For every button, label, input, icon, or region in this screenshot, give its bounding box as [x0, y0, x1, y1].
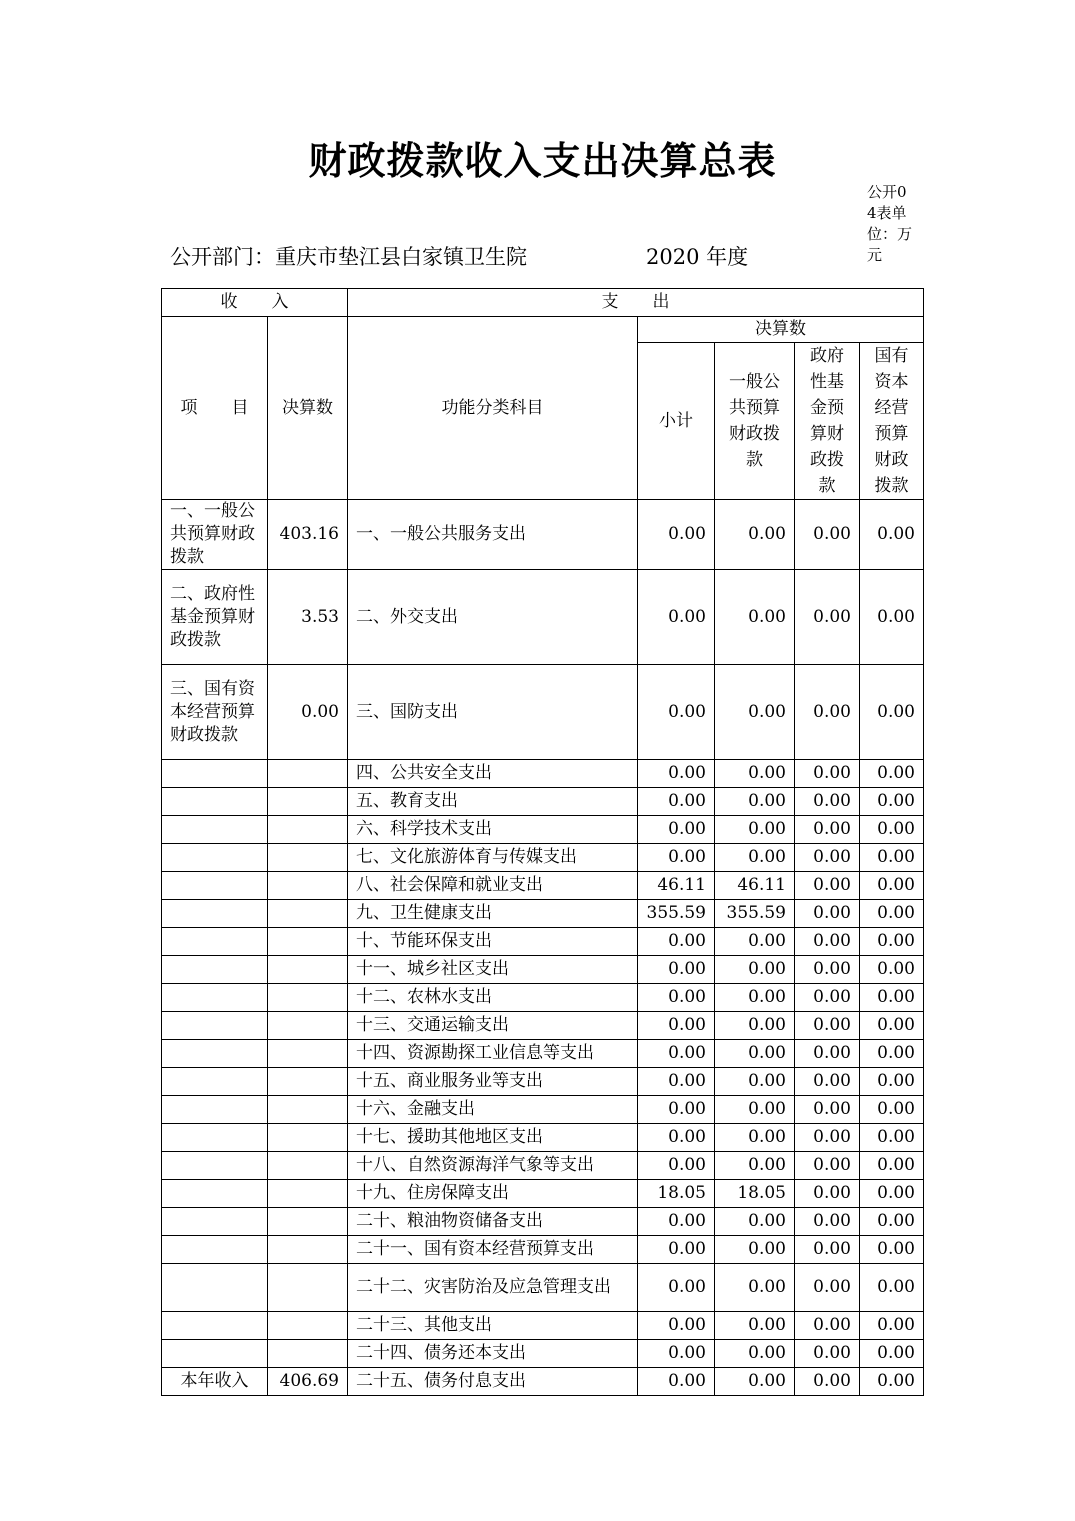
- income-item-cell: [162, 872, 268, 900]
- general-budget-cell: 0.00: [715, 1068, 795, 1096]
- final-group-header: 决算数: [638, 317, 924, 343]
- income-item-cell: [162, 788, 268, 816]
- state-capital-cell: 0.00: [860, 956, 924, 984]
- function-category-cell: 十一、城乡社区支出: [348, 956, 638, 984]
- function-category-cell: 二十四、债务还本支出: [348, 1340, 638, 1368]
- income-item-cell: [162, 928, 268, 956]
- table-row: [162, 1152, 924, 1180]
- income-item-cell: [162, 1152, 268, 1180]
- table-row: [162, 760, 924, 788]
- income-header: 收 入: [162, 289, 348, 317]
- function-category-cell: 四、公共安全支出: [348, 760, 638, 788]
- general-budget-cell: 0.00: [715, 984, 795, 1012]
- income-value-cell: [268, 816, 348, 844]
- gov-fund-cell: 0.00: [795, 928, 860, 956]
- state-capital-cell: 0.00: [860, 665, 924, 760]
- table-row: [162, 1012, 924, 1040]
- income-item-cell: 一、一般公共预算财政拨款: [162, 500, 268, 570]
- income-value-cell: [268, 1264, 348, 1312]
- state-capital-cell: 0.00: [860, 1040, 924, 1068]
- subtotal-cell: 0.00: [638, 1068, 715, 1096]
- income-value-cell: [268, 1012, 348, 1040]
- subtotal-cell: 0.00: [638, 1236, 715, 1264]
- subtotal-cell: 0.00: [638, 1340, 715, 1368]
- table-row: [162, 500, 924, 570]
- table-row: [162, 816, 924, 844]
- state-capital-cell: 0.00: [860, 1068, 924, 1096]
- gov-fund-cell: 0.00: [795, 788, 860, 816]
- subtotal-cell: 0.00: [638, 1152, 715, 1180]
- income-value-cell: 403.16: [268, 500, 348, 570]
- state-capital-cell: 0.00: [860, 1180, 924, 1208]
- income-item-cell: [162, 1096, 268, 1124]
- general-budget-cell: 0.00: [715, 788, 795, 816]
- state-capital-cell: 0.00: [860, 570, 924, 665]
- state-capital-cell: 0.00: [860, 1264, 924, 1312]
- general-budget-cell: 0.00: [715, 1236, 795, 1264]
- subtotal-cell: 0.00: [638, 500, 715, 570]
- page-title: 财政拨款收入支出决算总表: [308, 139, 777, 183]
- item-header: 项 目: [162, 317, 268, 500]
- function-category-cell: 七、文化旅游体育与传媒支出: [348, 844, 638, 872]
- general-budget-cell: 0.00: [715, 928, 795, 956]
- function-category-cell: 三、国防支出: [348, 665, 638, 760]
- state-capital-cell: 0.00: [860, 816, 924, 844]
- subtotal-cell: 0.00: [638, 956, 715, 984]
- income-value-cell: [268, 1096, 348, 1124]
- income-item-cell: 三、国有资本经营预算财政拨款: [162, 665, 268, 760]
- table-row: [162, 900, 924, 928]
- function-category-cell: 二十三、其他支出: [348, 1312, 638, 1340]
- subtotal-cell: 46.11: [638, 872, 715, 900]
- table-row: [162, 1096, 924, 1124]
- income-value-cell: [268, 1312, 348, 1340]
- income-item-cell: [162, 760, 268, 788]
- income-value-cell: [268, 760, 348, 788]
- state-capital-cell: 0.00: [860, 844, 924, 872]
- income-item-cell: [162, 844, 268, 872]
- gov-fund-cell: 0.00: [795, 872, 860, 900]
- gov-fund-cell: 0.00: [795, 984, 860, 1012]
- state-capital-cell: 0.00: [860, 1312, 924, 1340]
- income-value-cell: 3.53: [268, 570, 348, 665]
- gov-fund-header: 政府性基金预算财政拨款: [795, 343, 860, 500]
- header-row-1: [162, 289, 924, 317]
- income-value-cell: [268, 1040, 348, 1068]
- table-row: [162, 1340, 924, 1368]
- income-item-cell: [162, 1264, 268, 1312]
- table-row: [162, 1236, 924, 1264]
- function-category-cell: 十三、交通运输支出: [348, 1012, 638, 1040]
- income-value-cell: [268, 1236, 348, 1264]
- income-value-cell: [268, 956, 348, 984]
- function-category-cell: 十五、商业服务业等支出: [348, 1068, 638, 1096]
- state-cap-header: 国有资本经营预算财政拨款: [860, 343, 924, 500]
- income-item-cell: [162, 816, 268, 844]
- gov-fund-cell: 0.00: [795, 760, 860, 788]
- function-category-cell: 十四、资源勘探工业信息等支出: [348, 1040, 638, 1068]
- subtotal-cell: 0.00: [638, 928, 715, 956]
- state-capital-cell: 0.00: [860, 1152, 924, 1180]
- function-category-cell: 八、社会保障和就业支出: [348, 872, 638, 900]
- gov-fund-cell: 0.00: [795, 665, 860, 760]
- function-category-cell: 二十五、债务付息支出: [348, 1368, 638, 1396]
- income-value-cell: [268, 1124, 348, 1152]
- function-category-cell: 十六、金融支出: [348, 1096, 638, 1124]
- income-value-cell: [268, 844, 348, 872]
- func-header: 功能分类科目: [348, 317, 638, 500]
- general-budget-cell: 0.00: [715, 760, 795, 788]
- gov-fund-cell: 0.00: [795, 1236, 860, 1264]
- income-value-cell: 0.00: [268, 665, 348, 760]
- table-row: [162, 1180, 924, 1208]
- gov-fund-cell: 0.00: [795, 816, 860, 844]
- subtotal-cell: 0.00: [638, 844, 715, 872]
- state-capital-cell: 0.00: [860, 1124, 924, 1152]
- general-budget-cell: 0.00: [715, 956, 795, 984]
- gov-fund-cell: 0.00: [795, 900, 860, 928]
- function-category-cell: 一、一般公共服务支出: [348, 500, 638, 570]
- subtotal-cell: 0.00: [638, 1040, 715, 1068]
- general-budget-cell: 0.00: [715, 1096, 795, 1124]
- state-capital-cell: 0.00: [860, 1012, 924, 1040]
- function-category-cell: 二十一、国有资本经营预算支出: [348, 1236, 638, 1264]
- table-row: [162, 1208, 924, 1236]
- income-value-cell: 406.69: [268, 1368, 348, 1396]
- income-value-cell: [268, 872, 348, 900]
- header-row-2: [162, 317, 924, 343]
- gov-fund-cell: 0.00: [795, 1012, 860, 1040]
- table-row: [162, 1312, 924, 1340]
- gov-fund-cell: 0.00: [795, 1264, 860, 1312]
- finance-table: [161, 288, 924, 1396]
- final-header: 决算数: [268, 317, 348, 500]
- subtotal-cell: 0.00: [638, 1312, 715, 1340]
- gov-fund-cell: 0.00: [795, 570, 860, 665]
- state-capital-cell: 0.00: [860, 900, 924, 928]
- income-item-cell: [162, 1340, 268, 1368]
- table-row: [162, 1040, 924, 1068]
- income-item-cell: [162, 1012, 268, 1040]
- table-row: [162, 665, 924, 760]
- income-item-cell: [162, 1124, 268, 1152]
- expense-header: 支 出: [348, 289, 924, 317]
- table-row: [162, 1124, 924, 1152]
- gov-fund-cell: 0.00: [795, 1312, 860, 1340]
- table-row: [162, 928, 924, 956]
- general-header: 一般公共预算财政拨款: [715, 343, 795, 500]
- general-budget-cell: 0.00: [715, 1368, 795, 1396]
- state-capital-cell: 0.00: [860, 788, 924, 816]
- gov-fund-cell: 0.00: [795, 1208, 860, 1236]
- general-budget-cell: 0.00: [715, 570, 795, 665]
- state-capital-cell: 0.00: [860, 1236, 924, 1264]
- income-value-cell: [268, 1180, 348, 1208]
- income-item-cell: [162, 1068, 268, 1096]
- general-budget-cell: 18.05: [715, 1180, 795, 1208]
- gov-fund-cell: 0.00: [795, 1040, 860, 1068]
- year-label: 2020 年度: [646, 245, 749, 269]
- function-category-cell: 二、外交支出: [348, 570, 638, 665]
- function-category-cell: 十二、农林水支出: [348, 984, 638, 1012]
- income-value-cell: [268, 1208, 348, 1236]
- function-category-cell: 五、教育支出: [348, 788, 638, 816]
- income-value-cell: [268, 984, 348, 1012]
- table-row: [162, 984, 924, 1012]
- subtotal-cell: 0.00: [638, 1096, 715, 1124]
- subtotal-cell: 0.00: [638, 984, 715, 1012]
- income-item-cell: [162, 1208, 268, 1236]
- general-budget-cell: 0.00: [715, 816, 795, 844]
- state-capital-cell: 0.00: [860, 872, 924, 900]
- income-item-cell: [162, 1236, 268, 1264]
- table-row: [162, 844, 924, 872]
- income-item-cell: [162, 1180, 268, 1208]
- subtotal-cell: 355.59: [638, 900, 715, 928]
- unit-note: 公开04表单位：万元: [867, 183, 913, 264]
- function-category-cell: 十八、自然资源海洋气象等支出: [348, 1152, 638, 1180]
- department-label: 公开部门：重庆市垫江县白家镇卫生院: [170, 245, 527, 269]
- income-item-cell: [162, 900, 268, 928]
- general-budget-cell: 0.00: [715, 1012, 795, 1040]
- state-capital-cell: 0.00: [860, 1340, 924, 1368]
- general-budget-cell: 0.00: [715, 1264, 795, 1312]
- income-item-cell: 二、政府性基金预算财政拨款: [162, 570, 268, 665]
- income-item-cell: [162, 984, 268, 1012]
- state-capital-cell: 0.00: [860, 984, 924, 1012]
- income-value-cell: [268, 1152, 348, 1180]
- income-value-cell: [268, 788, 348, 816]
- gov-fund-cell: 0.00: [795, 1096, 860, 1124]
- subtotal-cell: 0.00: [638, 1124, 715, 1152]
- state-capital-cell: 0.00: [860, 500, 924, 570]
- subtotal-cell: 0.00: [638, 1208, 715, 1236]
- subtotal-cell: 0.00: [638, 1012, 715, 1040]
- function-category-cell: 十、节能环保支出: [348, 928, 638, 956]
- income-value-cell: [268, 1068, 348, 1096]
- subtotal-cell: 0.00: [638, 816, 715, 844]
- function-category-cell: 六、科学技术支出: [348, 816, 638, 844]
- state-capital-cell: 0.00: [860, 760, 924, 788]
- income-value-cell: [268, 928, 348, 956]
- subtotal-cell: 0.00: [638, 760, 715, 788]
- table-row: [162, 956, 924, 984]
- general-budget-cell: 0.00: [715, 1124, 795, 1152]
- table-row: [162, 1368, 924, 1396]
- function-category-cell: 二十二、灾害防治及应急管理支出: [348, 1264, 638, 1312]
- subtotal-header: 小计: [638, 343, 715, 500]
- general-budget-cell: 0.00: [715, 500, 795, 570]
- function-category-cell: 十九、住房保障支出: [348, 1180, 638, 1208]
- subtotal-cell: 18.05: [638, 1180, 715, 1208]
- gov-fund-cell: 0.00: [795, 956, 860, 984]
- gov-fund-cell: 0.00: [795, 1124, 860, 1152]
- general-budget-cell: 0.00: [715, 1340, 795, 1368]
- general-budget-cell: 0.00: [715, 1208, 795, 1236]
- income-item-cell: [162, 1312, 268, 1340]
- gov-fund-cell: 0.00: [795, 1180, 860, 1208]
- general-budget-cell: 0.00: [715, 665, 795, 760]
- general-budget-cell: 0.00: [715, 1152, 795, 1180]
- general-budget-cell: 355.59: [715, 900, 795, 928]
- state-capital-cell: 0.00: [860, 1208, 924, 1236]
- general-budget-cell: 46.11: [715, 872, 795, 900]
- income-value-cell: [268, 900, 348, 928]
- gov-fund-cell: 0.00: [795, 1068, 860, 1096]
- subtotal-cell: 0.00: [638, 1368, 715, 1396]
- function-category-cell: 十七、援助其他地区支出: [348, 1124, 638, 1152]
- subtotal-cell: 0.00: [638, 570, 715, 665]
- general-budget-cell: 0.00: [715, 1312, 795, 1340]
- function-category-cell: 九、卫生健康支出: [348, 900, 638, 928]
- table-row: [162, 570, 924, 665]
- state-capital-cell: 0.00: [860, 928, 924, 956]
- gov-fund-cell: 0.00: [795, 1368, 860, 1396]
- income-item-cell: 本年收入: [162, 1368, 268, 1396]
- general-budget-cell: 0.00: [715, 844, 795, 872]
- state-capital-cell: 0.00: [860, 1096, 924, 1124]
- gov-fund-cell: 0.00: [795, 500, 860, 570]
- income-item-cell: [162, 1040, 268, 1068]
- table-row: [162, 1264, 924, 1312]
- table-row: [162, 788, 924, 816]
- income-value-cell: [268, 1340, 348, 1368]
- gov-fund-cell: 0.00: [795, 1340, 860, 1368]
- gov-fund-cell: 0.00: [795, 844, 860, 872]
- subtotal-cell: 0.00: [638, 665, 715, 760]
- function-category-cell: 二十、粮油物资储备支出: [348, 1208, 638, 1236]
- table-row: [162, 1068, 924, 1096]
- general-budget-cell: 0.00: [715, 1040, 795, 1068]
- table-row: [162, 872, 924, 900]
- state-capital-cell: 0.00: [860, 1368, 924, 1396]
- subtotal-cell: 0.00: [638, 1264, 715, 1312]
- subtotal-cell: 0.00: [638, 788, 715, 816]
- gov-fund-cell: 0.00: [795, 1152, 860, 1180]
- income-item-cell: [162, 956, 268, 984]
